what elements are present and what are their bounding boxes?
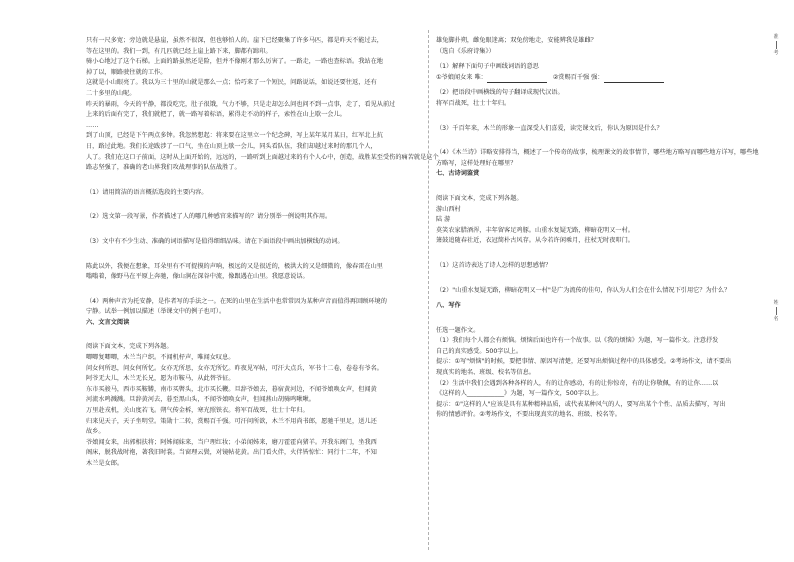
answer-blank[interactable] (487, 75, 547, 83)
question: （2）选文第一段写景，作者描述了人的哪几种感官来描写的？请分别举一例说明其作用。 (86, 213, 332, 221)
essay-tip: 你的情感评价。②考场作文，不要出现真实的地名、班级、校名等。 (436, 411, 621, 419)
passage-line: 昨天的暴雨，今天的平静，都没吃完，肚子很饿，气力不够，只是走却怎么问也问不到一点事，走了，看见从前过 (86, 100, 396, 108)
binding-mark: 准 考 (773, 34, 779, 56)
poem-line: 雄兔脚扑朔，雌兔眼迷离；双兔傍地走，安能辨我是雄雌？ (436, 37, 597, 44)
question: （4）两种声音为托安静，是作者写的手法之一。在死的山里在生活中也常常因为某种声音而值得再回顾环境的 (86, 297, 387, 305)
question-sentence: 将军百战死，壮士十年归。 (436, 99, 511, 107)
poem-title: 游山西村 (436, 205, 461, 213)
essay-tip: 提示：①写"烦恼"的时候，要把事情、原因写清楚，还要写出烦恼过程中的具体感受。②考场作文，请不要出 (436, 358, 732, 366)
passage-line: 上来的后面有完了，我们就把了，就一路写着标语，累得走不动的样子，索性在山上歇一会儿。 (86, 111, 346, 119)
essay-prompt: 《这样的人____________》为题，写一篇作文，500字以上。 (436, 390, 603, 398)
poem-line: 万里赴戎机，关山度若飞。朔气传金柝，寒光照铁衣。将军百战死，壮士十年归。 (86, 407, 309, 415)
right-column (436, 36, 759, 421)
poem-line: 阿爷无大儿，木兰无长兄，愿为市鞍马，从此替爷征。 (86, 375, 235, 383)
essay-prompt: 自己的真实感受。500字以上。 (436, 347, 523, 355)
question: （3）千百年来，木兰的形象一直深受人们喜爱，读完课文后，你认为原因是什么？ (436, 124, 663, 132)
question: （1）解释下面句子中画线词语的意思 (436, 63, 539, 71)
poem-line: 阁床，脱我战时袍，著我旧时裳。当窗理云鬓，对镜帖花黄。出门看火伴，火伴皆惊忙：同行十二年，不知 (86, 449, 377, 457)
passage-line: 路志坚强了，准确的老山界我们攻战理事的队伍战胜了。 (86, 164, 241, 172)
passage-line: 只有一尺多宽；旁边就是悬崖，虽然不很深，但也够怕人的。崖下已经聚集了许多马匹，都是昨天不能过去， (86, 37, 383, 44)
question: 宁静。试举一例加以描述（举课文中的例子也可）。 (86, 308, 226, 316)
answer-blank[interactable] (604, 75, 664, 83)
passage-line: 日，路过此地。我们长途跋涉了一口气，坐在山顶上歇一会儿，同头看队伍，我们却越过来时的那几个人， (86, 142, 377, 150)
passage-line: 二十多里的山呢。 (86, 89, 136, 97)
question: （1）这首诗表达了诗人怎样的思想感情？ (436, 261, 552, 269)
question: （1）请用简洁的语言概括选段的主要内容。 (86, 188, 208, 196)
poem-line: 故乡。 (86, 428, 105, 436)
binding-mark: 姓 名 (773, 300, 779, 322)
poem-line: 归来见天子，天子坐明堂。策勋十二转，赏赐百千强。可汗问所欲，木兰不用尚书郎，愿驰千里足，送儿还 (86, 417, 377, 425)
poem-line: 爷娘闻女来，出郭相扶将；阿姊闻妹来，当户理红妆；小弟闻姊来，磨刀霍霍向猪羊。开我东阁门，坐我西 (86, 438, 377, 446)
answer-item-a: ①爷娘闻女来 唯： (436, 73, 487, 81)
passage-line: 骑小心地过了这个石梯。上面的路虽然还是险，但并不像刚才那么厉害了。一路走，一路也查标语。我站在地 (86, 58, 383, 66)
essay-tip: 提示：①"这样的人"应该是具有某种精神品质，或代表某种风气的人，要写出某个个性、品质去描写，写出 (436, 400, 726, 408)
poem-line: 东市买骏马，西市买鞍鞯，南市买辔头，北市买长鞭。旦辞爷娘去，暮宿黄河边，不闻爷娘唤女声，但闻黄 (86, 385, 377, 393)
section-heading: 六、文言文阅读 (86, 318, 130, 326)
question: （4）《木兰诗》详略安排得当，概述了一个传奇的故事，梳理课文的故事情节，哪些地方略写而哪些地方详写，哪些地 (436, 149, 759, 157)
essay-prompt: （1）我们每个人都会有烦恼。烦恼后面也许有一个故事。以《我的烦恼》为题，写一篇作文。注意抒发 (436, 337, 719, 345)
reading-intro: 阅读下面文本，完成下列各题。 (436, 194, 523, 202)
question: （2）把语段中画横线的句子翻译成现代汉语。 (436, 89, 564, 97)
poem-line: 河流水鸣溅溅。旦辞黄河去，暮至黑山头，不闻爷娘唤女声，但闻燕山胡骑鸣啾啾。 (86, 396, 315, 404)
poem-line: 木兰是女郎。 (86, 460, 124, 467)
poem-line: 问女何所思，问女何所忆。女亦无所思，女亦无所忆。昨夜见军帖，可汗大点兵，军书十二卷，卷卷有爷名。 (86, 364, 383, 372)
question: 方略写，这样处理好在哪里？ (436, 159, 517, 167)
reading-intro: 阅读下面文本，完成下列各题。 (86, 343, 173, 351)
section-heading: 八、写作 (436, 302, 461, 310)
question: （3）文中有不少生动、准确的词语描写是值得细细品味。请在下面语段中画出加横线的动词。 (86, 237, 344, 245)
poem-line: 莫笑农家腊酒浑，丰年留客足鸡豚。山重水复疑无路，柳暗花明又一村。 (436, 226, 634, 234)
answer-item-b: ②赏赐百千强 强： (552, 73, 604, 81)
passage-line: 人了。我们在这口子前面，这时从上面开始的，远远的，一路听到上面越过来的有个人心中，创造，战胜某至受伤的痛苦就是这个 (86, 153, 439, 161)
poem-author: 陆 游 (436, 216, 451, 224)
question: （2）"山重水复疑无路，柳暗花明又一村"是广为流传的佳句，你认为人们会在什么情况下引用它？为什么？ (436, 286, 731, 294)
essay-tip: 现真实的地名、班级、校名等信息。 (436, 369, 535, 377)
quote-line: 陈此以外，我便在想象，耳朵里有不可捉摸的声响，极远的又是很近的，极洪大的又是细微的，像春雷在山里 (86, 262, 383, 270)
source-note: （选自《乐府诗集》） (436, 47, 495, 55)
section-heading: 七、古诗词鉴赏 (436, 170, 480, 178)
poem-line: 箫鼓追随春社近，衣冠简朴古风存。从今若许闲乘月，拄杖无时夜叩门。 (436, 237, 634, 245)
essay-intro: 任选一题作文。 (436, 326, 480, 334)
passage-line: 掉了以，顺路驶往就的工作。 (86, 68, 167, 76)
quote-line: 嗡嗡着，像野马在平原上奔驰，像山涧在深谷中流，像跟遇在山里。我愿意说话。 (86, 273, 309, 281)
essay-prompt: （2）生活中我们会遇到各种各样的人，有的让你感动，有的让你惊奇，有的让你敬佩，有的让你……以 (436, 379, 719, 387)
left-column (86, 36, 439, 470)
poem-line: 唧唧复唧唧，木兰当户织。不闻机杼声，唯闻女叹息。 (86, 354, 235, 362)
column-divider (428, 30, 429, 550)
passage-line: 等在这里的。我们一到，有几匹就已经上崖上路下来，脚都有蹄印。 (86, 47, 272, 55)
ellipsis: …… (86, 121, 99, 129)
passage-line: 到了山顶，已经是下午两点多钟。我忽然想起：将来要在这里立一个纪念碑，写上某年某月某日，红军北上抗 (86, 132, 383, 140)
answer-items (436, 73, 714, 84)
passage-line: 这就是小山眼亮了。我以为三十里的山就是那么一点；恰巧来了一个短民，问路说话，如说还要往返，还有 (86, 79, 377, 87)
